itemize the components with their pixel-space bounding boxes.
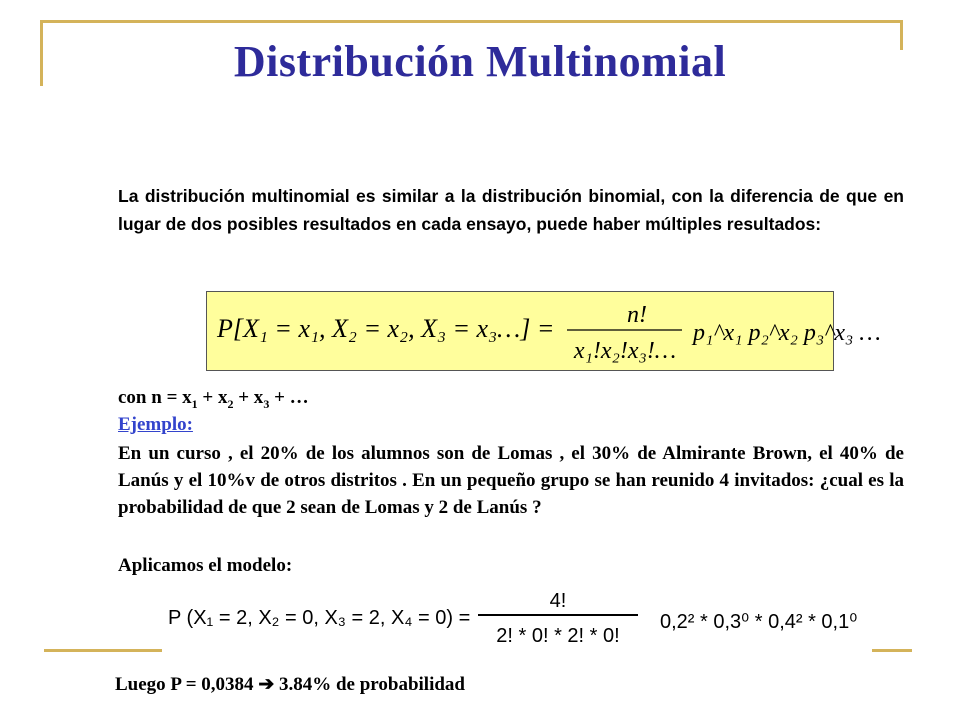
example-label: Ejemplo: xyxy=(118,414,193,435)
frame-top-line xyxy=(40,20,902,23)
example-formula-denominator: 2! * 0! * 2! * 0! xyxy=(496,625,620,647)
result-prefix: Luego P = 0,0384 xyxy=(115,674,254,695)
example-formula xyxy=(160,588,880,650)
problem-statement: En un curso , el 20% de los alumnos son de Lomas , el 30% de Almirante Brown, el 40% de Lanús y el 10%v de otros distritos . En un pequeño grupo se han reunido 4 invitados: ¿cual es la probabilidad de que 2 sean de Lomas y 2 de Lanús ? xyxy=(118,443,904,518)
condition-plus-2: + x xyxy=(233,387,264,408)
condition-subscript-1: 1 xyxy=(191,396,198,411)
intro-paragraph: La distribución multinomial es similar a la distribución binomial, con la diferencia de que en lugar de dos posibles resultados en cada ensayo, puede haber múltiples resultados: xyxy=(118,186,904,234)
condition-subscript-3: 3 xyxy=(263,396,270,411)
arrow-right-icon: ➔ xyxy=(258,674,275,695)
apply-model-label: Aplicamos el modelo: xyxy=(118,555,293,576)
result-suffix: 3.84% de probabilidad xyxy=(278,674,465,695)
multinomial-formula-box xyxy=(206,291,881,371)
multinomial-formula xyxy=(207,292,881,370)
result-line xyxy=(115,673,465,696)
example-formula-numerator: 4! xyxy=(549,590,567,612)
example-formula-factors: 0,2² * 0,3⁰ * 0,4² * 0,1⁰ xyxy=(660,611,858,633)
example-formula-lhs: P (X₁ = 2, X₂ = 0, X₃ = 2, X₄ = 0) = xyxy=(168,607,471,629)
condition-subscript-2: 2 xyxy=(227,396,234,411)
condition-plus-1: + x xyxy=(197,387,228,408)
formula-numerator: n! xyxy=(627,302,647,328)
condition-prefix: con n = x xyxy=(118,387,192,408)
formula-lhs: P[X₁ = x₁, X₂ = x₂, X₃ = x₃…] = xyxy=(217,314,555,343)
frame-bottom-left-line xyxy=(44,649,162,652)
formula-factors: p₁^x₁ p₂^x₂ p₃^x₃ … xyxy=(693,320,881,346)
formula-denominator: x₁!x₂!x₃!… xyxy=(573,338,677,364)
condition-suffix: + … xyxy=(269,387,309,408)
slide-title: Distribución Multinomial xyxy=(233,37,727,86)
